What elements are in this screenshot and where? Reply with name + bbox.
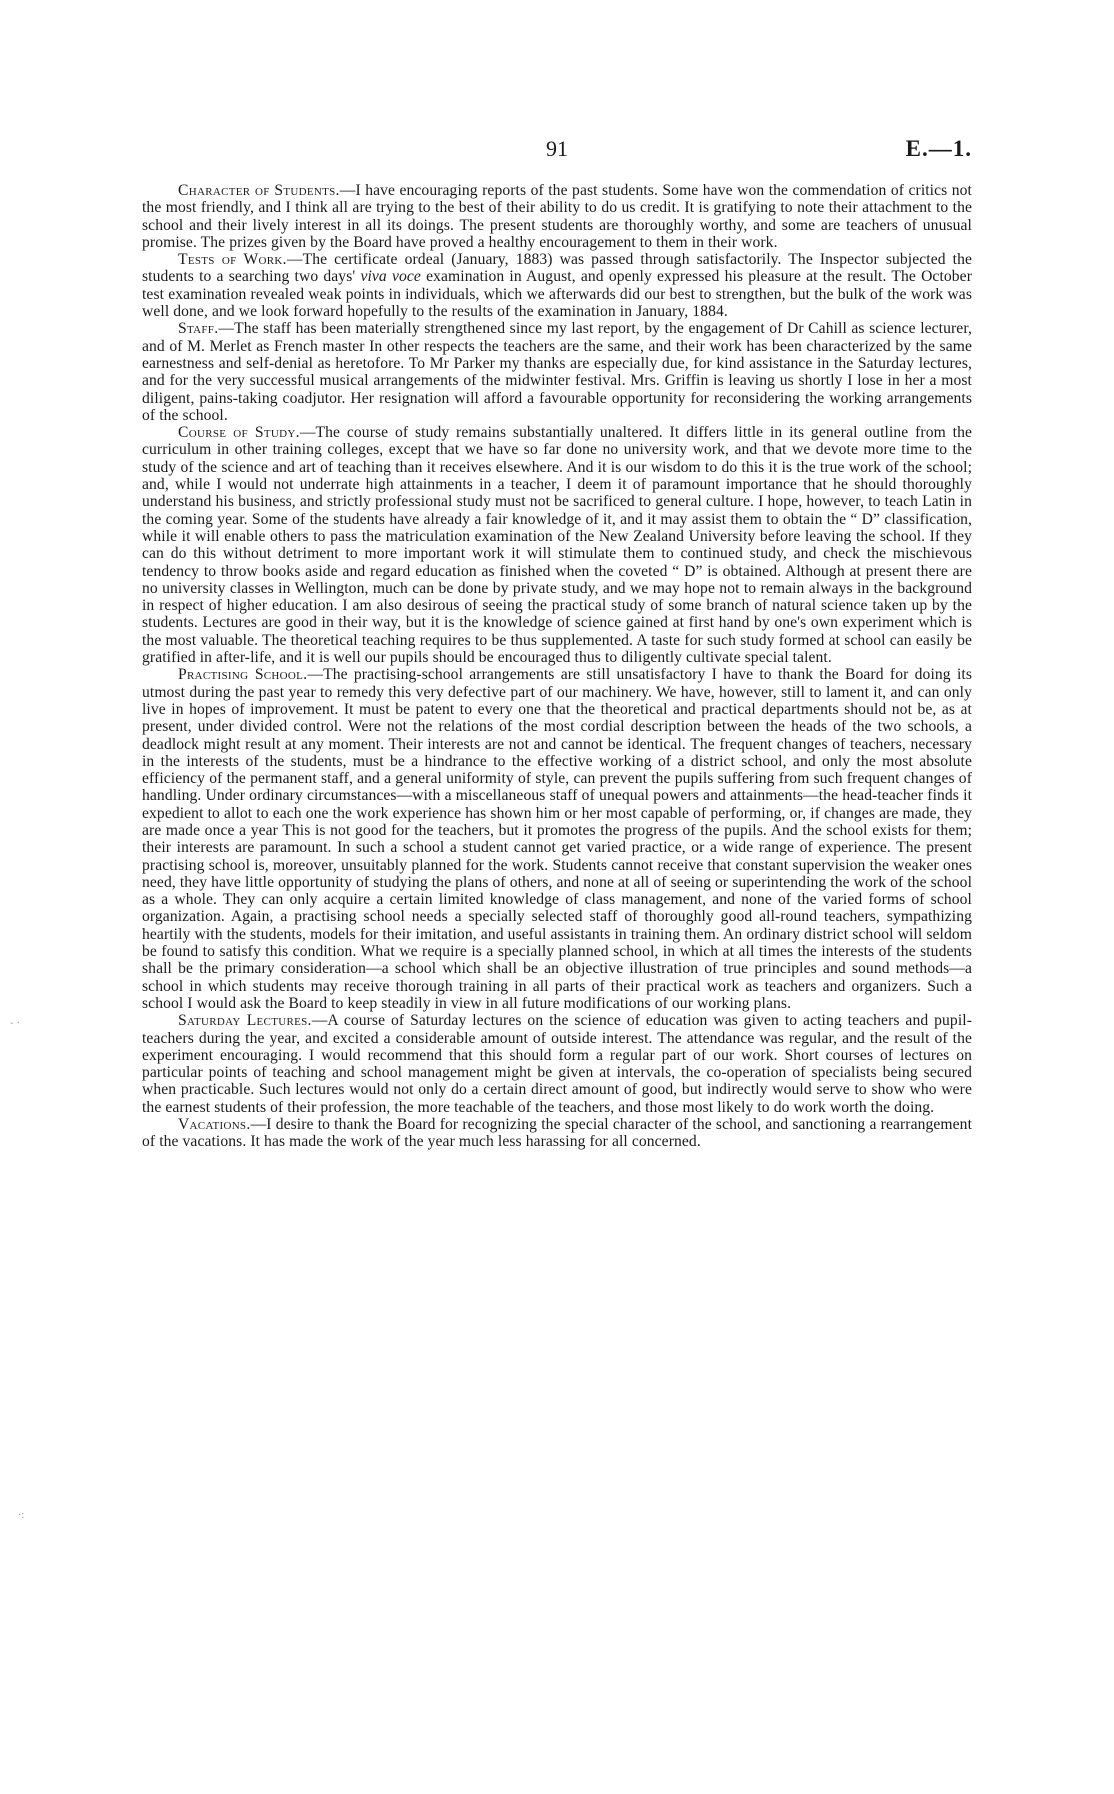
page-header	[142, 136, 972, 182]
paragraph-text: —The practising-school arrangements are still unsatisfactory I have to thank the Board for doing its utmost during the past year to remedy this very defective part of our machinery. We have, however, still to lament it, and can only live in hopes of improvement. It must be patent to every one that the theoretical and practical departments should not be, as at present, under divided control. Were not the relations of the most cordial description between the heads of the two schools, a deadlock might result at any moment. Their interests are not and cannot be identical. The frequent changes of teachers, necessary in the interests of the students, must be a hindrance to the effective working of a district school, and only the most absolute efficiency of the permanent staff, and a general uniformity of style, can prevent the pupils suffering from such frequent changes of handling. Under ordinary circumstances—with a miscellaneous staff of unequal powers and attainments—the head-teacher finds it expedient to allot to each one the work experience has shown him or her most capable of performing, or, if changes are made, they are made once a year This is not good for the teachers, but it promotes the progress of the pupils. And the school exists for them; their interests are paramount. In such a school a student cannot get varied practice, or a wide range of experience. The present practising school is, moreover, unsuitably planned for the work. Students cannot receive that constant supervision the weaker ones need, they have little opportunity of studying the plans of others, and none at all of seeing or superintending the work of the school as a whole. They can only acquire a certain limited knowledge of class management, and none of the varied forms of school organization. Again, a practising school needs a specially selected staff of thoroughly good all-round teachers, sympathizing heartily with the students, models for their imitation, and useful assistants in training them. An ordinary district school will seldom be found to satisfy this condition. What we require is a specially planned school, in which at all times the interests of the students shall be the primary consideration—a school which shall be an objective illustration of true principles and sound methods—a school in which students may receive thorough training in all parts of their practical work as teachers and organizers. Such a school I would ask the Board to keep steadily in view in all future modifications of our working plans.	[142, 666, 972, 1012]
paragraph-text: —The staff has been materially strengthened since my last report, by the engagement of Dr Cahill as science lecturer, and of M. Merlet as French master In other respects the teachers are the same, and their work has been characterized by the same earnestness and self-denial as heretofore. To Mr Parker my thanks are especially due, for kind assistance in the Saturday lectures, and for the very successful musical arrangements of the midwinter festival. Mrs. Griffin is leaving us shortly I lose in her a most diligent, pains-taking coadjutor. Her resignation will afford a favourable opportunity for reconsidering the working arrangements of the school.	[142, 320, 972, 424]
paragraph-course-of-study	[142, 424, 972, 666]
section-heading: Staff.	[178, 320, 219, 338]
section-heading: Vacations.	[178, 1116, 251, 1134]
paragraph-practising-school	[142, 666, 972, 1012]
document-page	[142, 136, 972, 1151]
paragraph-text: —I have encouraging reports of the past students. Some have won the commendation of critics not the most friendly, and I think all are trying to the best of their ability to do us credit. It is gratifying to note their attachment to the school and their lively interest in all its doings. The present students are thoroughly worthy, and some are teachers of unusual promise. The prizes given by the Board have proved a healthy encouragement to them in their work.	[142, 182, 972, 251]
section-heading: Tests of Work.	[178, 251, 287, 269]
italic-phrase: viva voce	[360, 268, 421, 286]
paragraph-tests-of-work	[142, 251, 972, 320]
paragraph-text: —The course of study remains substantially unaltered. It differs little in its general outline from the curriculum in other training colleges, except that we have so far done no university work, and that we devote more time to the study of the science and art of teaching than it receives elsewhere. And it is our wisdom to do this it is the true work of the school; and, while I would not underrate high attainments in a teacher, I deem it of paramount importance that he should thoroughly understand his business, and strictly professional study must not be sacrificed to general culture. I hope, however, to teach Latin in the coming year. Some of the students have already a fair knowledge of it, and it may assist them to obtain the “ D” classification, while it will enable others to pass the matriculation examination of the New Zealand University before leaving the school. If they can do this without detriment to more important work it will stimulate them to continued study, and check the mischievous tendency to throw books aside and regard education as finished when the coveted “ D” is obtained. Although at present there are no university classes in Wellington, much can be done by private study, and we may hope not to remain always in the background in respect of higher education. I am also desirous of seeing the practical study of some branch of natural science taken up by the students. Lectures are good in their way, but it is the knowledge of science gained at first hand by one's own experiment which is the most valuable. The theoretical teaching requires to be thus supplemented. A taste for such study formed at school can easily be gratified in after-life, and it is well our pupils should be encouraged thus to diligently cultivate special talent.	[142, 424, 972, 667]
page-number: 91	[546, 136, 568, 161]
section-heading: Course of Study.	[178, 424, 300, 442]
section-heading: Saturday Lectures.	[178, 1012, 312, 1030]
document-reference: E.—1.	[905, 136, 972, 161]
binding-mark: ·:	[18, 1510, 25, 1521]
paragraph-vacations	[142, 1116, 972, 1151]
paragraph-text: —A course of Saturday lectures on the science of education was given to acting teachers and pupil-teachers during the year, and excited a considerable amount of outside interest. The attendance was regular, and the result of the experiment encouraging. I would recommend that this should form a regular part of our work. Short courses of lectures on particular points of teaching and school management might be given at intervals, the co-operation of specialists being secured when practicable. Such lectures would not only do a certain direct amount of good, but indirectly would serve to show who were the earnest students of their profession, the more teachable of the teachers, and those most likely to do work worth the doing.	[142, 1012, 972, 1116]
paragraph-staff	[142, 320, 972, 424]
paragraph-character-of-students	[142, 182, 972, 251]
paragraph-text: —The certificate ordeal (January, 1883) was passed through satisfactorily. The Inspector subjected the students to a searching two days'	[142, 251, 972, 286]
binding-mark: - ·	[10, 1018, 20, 1029]
paragraph-saturday-lectures	[142, 1012, 972, 1116]
paragraph-text: —I desire to thank the Board for recognizing the special character of the school, and sanctioning a rearrangement of the vacations. It has made the work of the year much less harassing for all concerned.	[142, 1116, 972, 1151]
section-heading: Practising School.	[178, 666, 308, 684]
section-heading: Character of Students.	[178, 182, 340, 199]
paragraph-text: examination in August, and openly expressed his pleasure at the result. The October test examination revealed weak points in individuals, which we afterwards did our best to strengthen, but the bulk of the work was well done, and we look forward hopefully to the results of the examination in January, 1884.	[142, 268, 972, 321]
